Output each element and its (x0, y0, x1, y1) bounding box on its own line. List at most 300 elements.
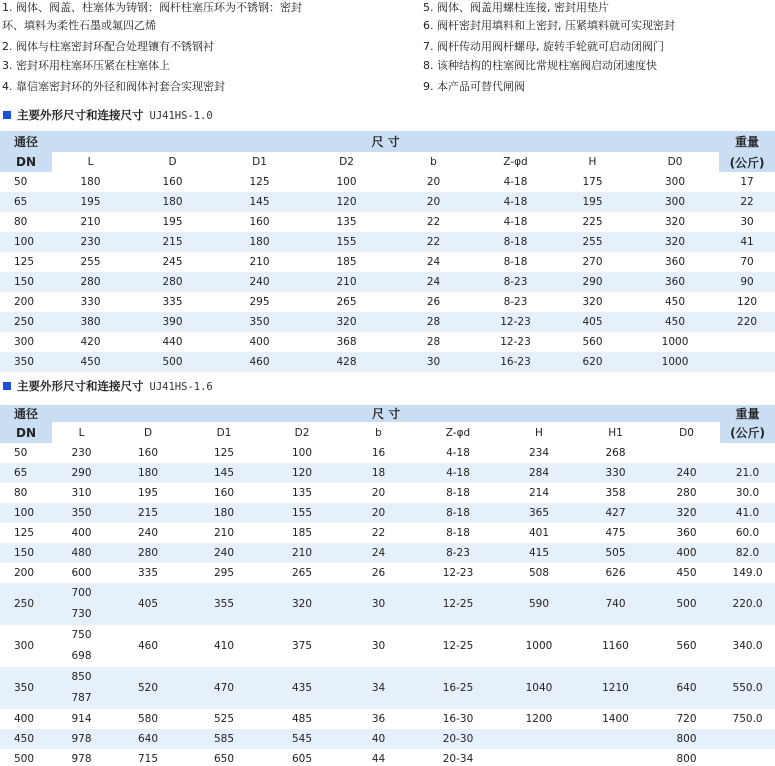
header-col: D2 (263, 422, 341, 443)
table-cell: 1200 (500, 709, 578, 729)
table2-header-row-2 (0, 422, 775, 443)
note-1-cont: 环、填料为柔性石墨或氟四乙烯 (2, 19, 156, 32)
table-cell: 320 (653, 503, 720, 523)
table-cell: 60.0 (720, 523, 775, 543)
table-cell: 155 (303, 232, 390, 252)
table-cell: 1210 (578, 667, 653, 709)
table-cell: 185 (263, 523, 341, 543)
table-cell: 270 (554, 252, 631, 272)
table-cell: 70 (719, 252, 775, 272)
table-cell: 978 (52, 749, 111, 766)
table-cell: 149.0 (720, 563, 775, 583)
table-cell: 800 (653, 729, 720, 749)
table-cell: 210 (303, 272, 390, 292)
spec-table-1 (0, 131, 775, 372)
section1-title-text: 主要外形尺寸和连接尺寸 (17, 108, 144, 122)
header-zhongliang: 重量 (720, 405, 775, 422)
cell-line: 750 (71, 629, 92, 641)
cell-line: 700 (71, 587, 92, 599)
table-cell: 135 (303, 212, 390, 232)
table-cell: 195 (111, 483, 185, 503)
table-cell (653, 443, 720, 463)
table-cell: 125 (185, 443, 263, 463)
table-cell: 20-30 (416, 729, 500, 749)
table-cell: 1040 (500, 667, 578, 709)
table-cell: 300 (631, 172, 719, 192)
table-cell: 215 (111, 503, 185, 523)
table-cell: 440 (129, 332, 216, 352)
table-cell: 8-18 (477, 232, 554, 252)
table-cell: 8-23 (477, 272, 554, 292)
table-cell: 428 (303, 352, 390, 372)
table-cell: 350 (52, 503, 111, 523)
header-chicun: 尺 寸 (52, 131, 719, 152)
header-col: Z-φd (416, 422, 500, 443)
table-cell: 160 (129, 172, 216, 192)
table-cell: 210 (216, 252, 303, 272)
table-cell: 17 (719, 172, 775, 192)
table-cell: 255 (554, 232, 631, 252)
cell-dn: 400 (0, 709, 52, 729)
table-row (0, 709, 775, 729)
header-dn: DN (0, 152, 52, 172)
table-cell: 415 (500, 543, 578, 563)
table-cell: 22 (719, 192, 775, 212)
cell-dn: 250 (0, 312, 52, 332)
table-cell: 390 (129, 312, 216, 332)
note-3: 3. 密封环用柱塞环压紧在柱塞体上 (2, 59, 170, 72)
table-cell: 525 (185, 709, 263, 729)
table-cell: 427 (578, 503, 653, 523)
table1-header-row-2 (0, 152, 775, 172)
table-cell: 265 (303, 292, 390, 312)
table-cell: 26 (341, 563, 416, 583)
table-cell: 340.0 (720, 625, 775, 667)
table-cell: 234 (500, 443, 578, 463)
table-cell: 450 (631, 312, 719, 332)
cell-dn: 350 (0, 667, 52, 709)
header-col: L (52, 152, 129, 172)
table-cell: 320 (554, 292, 631, 312)
table2-header-row-1 (0, 405, 775, 422)
table-cell: 180 (216, 232, 303, 252)
table-row (0, 172, 775, 192)
table-cell: 255 (52, 252, 129, 272)
table-cell: 12-25 (416, 583, 500, 625)
table-cell: 460 (216, 352, 303, 372)
table-cell: 720 (653, 709, 720, 729)
table-cell: 485 (263, 709, 341, 729)
table-row (0, 352, 775, 372)
header-col: D2 (303, 152, 390, 172)
table-row (0, 503, 775, 523)
table-cell: 8-18 (416, 503, 500, 523)
table-cell: 240 (216, 272, 303, 292)
section2-title-text: 主要外形尺寸和连接尺寸 (17, 379, 144, 393)
table-cell: 400 (653, 543, 720, 563)
header-col: D1 (216, 152, 303, 172)
table-cell: 8-18 (477, 252, 554, 272)
table-cell: 210 (185, 523, 263, 543)
table-cell: 195 (129, 212, 216, 232)
table-cell: 160 (185, 483, 263, 503)
table-cell: 240 (111, 523, 185, 543)
table-cell: 180 (52, 172, 129, 192)
table-cell: 160 (216, 212, 303, 232)
table-row (0, 583, 775, 625)
table-cell: 605 (263, 749, 341, 766)
cell-line: 698 (71, 650, 92, 662)
table-cell: 640 (653, 667, 720, 709)
table-cell: 368 (303, 332, 390, 352)
header-dn: DN (0, 422, 52, 443)
table-cell: 585 (185, 729, 263, 749)
table-cell: 4-18 (416, 443, 500, 463)
table-cell (720, 749, 775, 766)
table-cell: 24 (390, 272, 477, 292)
table-cell: 505 (578, 543, 653, 563)
table-cell: 28 (390, 332, 477, 352)
table-cell: 450 (52, 352, 129, 372)
table-row (0, 292, 775, 312)
table-cell: 284 (500, 463, 578, 483)
table-cell: 715 (111, 749, 185, 766)
table-cell: 24 (341, 543, 416, 563)
table-cell: 145 (216, 192, 303, 212)
table-cell (578, 749, 653, 766)
table-cell: 450 (653, 563, 720, 583)
table-cell: 135 (263, 483, 341, 503)
table-cell: 545 (263, 729, 341, 749)
table1-header-row-1 (0, 131, 775, 152)
table-cell: 320 (263, 583, 341, 625)
table-row (0, 252, 775, 272)
table-cell: 16 (341, 443, 416, 463)
table-cell: 28 (390, 312, 477, 332)
table-cell: 740 (578, 583, 653, 625)
table-cell: 560 (554, 332, 631, 352)
table-cell: 16-25 (416, 667, 500, 709)
table-cell: 650 (185, 749, 263, 766)
table-cell: 20 (390, 172, 477, 192)
table-cell: 185 (303, 252, 390, 272)
header-unit: (公斤) (719, 152, 775, 172)
table-cell: 405 (554, 312, 631, 332)
table-cell: 360 (653, 523, 720, 543)
table-cell: 480 (52, 543, 111, 563)
table-cell: 22 (341, 523, 416, 543)
note-6: 6. 阀杆密封用填料和上密封, 压紧填料就可实现密封 (423, 19, 675, 32)
table-cell: 475 (578, 523, 653, 543)
table-cell: 8-18 (416, 523, 500, 543)
table-cell (719, 352, 775, 372)
table-cell: 280 (52, 272, 129, 292)
cell-dn: 500 (0, 749, 52, 766)
table-cell: 420 (52, 332, 129, 352)
table-cell: 640 (111, 729, 185, 749)
table-cell: 335 (111, 563, 185, 583)
table-cell: 350 (216, 312, 303, 332)
cell-dn: 150 (0, 272, 52, 292)
table-cell: 18 (341, 463, 416, 483)
table-cell: 155 (263, 503, 341, 523)
table-cell: 320 (303, 312, 390, 332)
table-cell: 360 (631, 252, 719, 272)
table-cell: 41 (719, 232, 775, 252)
table-row (0, 332, 775, 352)
header-col: D (111, 422, 185, 443)
table-cell: 30 (719, 212, 775, 232)
table-cell: 12-25 (416, 625, 500, 667)
table-row (0, 212, 775, 232)
section2-title (0, 378, 213, 394)
table-cell: 195 (52, 192, 129, 212)
header-tongjing: 通径 (0, 131, 52, 152)
header-col: D1 (185, 422, 263, 443)
cell-dn: 125 (0, 523, 52, 543)
table-row (0, 272, 775, 292)
table-cell: 12-23 (416, 563, 500, 583)
cell-dn: 350 (0, 352, 52, 372)
table-cell: 195 (554, 192, 631, 212)
note-9: 9. 本产品可替代闸阀 (423, 80, 525, 93)
table-cell: 550.0 (720, 667, 775, 709)
header-zhongliang: 重量 (719, 131, 775, 152)
table-cell: 290 (52, 463, 111, 483)
cell-dn: 300 (0, 332, 52, 352)
header-tongjing: 通径 (0, 405, 52, 422)
note-5: 5. 阀体、阀盖用螺柱连接, 密封用垫片 (423, 1, 609, 14)
section1-title (0, 107, 213, 123)
table-row (0, 192, 775, 212)
cell-dn: 65 (0, 463, 52, 483)
note-2: 2. 阀体与柱塞密封环配合处理镶有不锈钢衬 (2, 40, 214, 53)
table-cell: 8-23 (477, 292, 554, 312)
table-cell: 508 (500, 563, 578, 583)
table-cell: 120 (719, 292, 775, 312)
cell-dn: 450 (0, 729, 52, 749)
table-cell: 4-18 (477, 172, 554, 192)
table-cell: 450 (631, 292, 719, 312)
table-row (0, 625, 775, 667)
table-cell: 215 (129, 232, 216, 252)
table-cell: 220 (719, 312, 775, 332)
cell-line: 787 (71, 692, 92, 704)
header-col: D0 (631, 152, 719, 172)
table-cell: 8-18 (416, 483, 500, 503)
table-cell: 400 (52, 523, 111, 543)
header-unit: (公斤) (720, 422, 775, 443)
table-cell: 20-34 (416, 749, 500, 766)
table-cell: 245 (129, 252, 216, 272)
header-col: b (341, 422, 416, 443)
table-cell: 335 (129, 292, 216, 312)
table-row (0, 463, 775, 483)
table-cell: 330 (52, 292, 129, 312)
table-cell: 24 (390, 252, 477, 272)
table-cell (52, 667, 111, 709)
bullet-square-icon (3, 111, 11, 119)
table-cell: 400 (216, 332, 303, 352)
table-cell: 175 (554, 172, 631, 192)
table-cell: 380 (52, 312, 129, 332)
table-cell: 265 (263, 563, 341, 583)
table-cell: 295 (216, 292, 303, 312)
table-cell: 120 (303, 192, 390, 212)
table-cell: 240 (653, 463, 720, 483)
cell-dn: 50 (0, 172, 52, 192)
table-cell: 180 (185, 503, 263, 523)
table-cell: 280 (653, 483, 720, 503)
table-cell: 914 (52, 709, 111, 729)
table-cell: 626 (578, 563, 653, 583)
note-7: 7. 阀杆传动用阀杆螺母, 旋转手轮就可启动闭阀门 (423, 40, 664, 53)
table-cell: 22 (390, 232, 477, 252)
table-cell (52, 625, 111, 667)
table-cell: 470 (185, 667, 263, 709)
table-cell: 8-23 (416, 543, 500, 563)
table-cell: 12-23 (477, 332, 554, 352)
table-cell: 1160 (578, 625, 653, 667)
table-cell: 225 (554, 212, 631, 232)
table-cell (52, 583, 111, 625)
table-cell: 460 (111, 625, 185, 667)
cell-line: 730 (71, 608, 92, 620)
table-cell: 20 (341, 483, 416, 503)
table-cell: 12-23 (477, 312, 554, 332)
header-col: D (129, 152, 216, 172)
header-col: H (554, 152, 631, 172)
table-cell: 410 (185, 625, 263, 667)
table-cell: 90 (719, 272, 775, 292)
table-cell: 180 (129, 192, 216, 212)
bullet-square-icon (3, 382, 11, 390)
note-8: 8. 该种结构的柱塞阀比常规柱塞阀启动闭速度快 (423, 59, 657, 72)
table-cell: 300 (631, 192, 719, 212)
table-cell: 1000 (500, 625, 578, 667)
table-cell: 978 (52, 729, 111, 749)
table-cell: 230 (52, 443, 111, 463)
table-cell: 580 (111, 709, 185, 729)
table-row (0, 443, 775, 463)
header-col: H (500, 422, 578, 443)
section2-model: UJ41HS-1.6 (149, 381, 213, 393)
table-cell: 500 (129, 352, 216, 372)
table-cell (719, 332, 775, 352)
table-cell: 100 (263, 443, 341, 463)
cell-dn: 150 (0, 543, 52, 563)
table-cell: 280 (129, 272, 216, 292)
table-cell: 520 (111, 667, 185, 709)
cell-dn: 80 (0, 483, 52, 503)
table-cell: 590 (500, 583, 578, 625)
table-cell: 30 (341, 583, 416, 625)
table-cell: 16-23 (477, 352, 554, 372)
table-cell: 41.0 (720, 503, 775, 523)
header-col: L (52, 422, 111, 443)
table-cell: 330 (578, 463, 653, 483)
table-cell: 160 (111, 443, 185, 463)
table-cell (578, 729, 653, 749)
table-cell: 320 (631, 212, 719, 232)
table-cell: 44 (341, 749, 416, 766)
cell-dn: 125 (0, 252, 52, 272)
table-cell: 21.0 (720, 463, 775, 483)
table-cell: 22 (390, 212, 477, 232)
table-cell: 280 (111, 543, 185, 563)
section1-model: UJ41HS-1.0 (149, 110, 213, 122)
table-row (0, 749, 775, 766)
table-cell: 180 (111, 463, 185, 483)
table-cell: 120 (263, 463, 341, 483)
table-cell: 295 (185, 563, 263, 583)
cell-dn: 200 (0, 292, 52, 312)
table-cell: 800 (653, 749, 720, 766)
table-row (0, 729, 775, 749)
table-cell: 230 (52, 232, 129, 252)
table-row (0, 563, 775, 583)
header-chicun: 尺 寸 (52, 405, 720, 422)
header-col: H1 (578, 422, 653, 443)
cell-dn: 300 (0, 625, 52, 667)
table-cell: 1400 (578, 709, 653, 729)
cell-dn: 200 (0, 563, 52, 583)
cell-dn: 100 (0, 503, 52, 523)
table-cell: 500 (653, 583, 720, 625)
cell-dn: 80 (0, 212, 52, 232)
table-row (0, 232, 775, 252)
table-cell: 358 (578, 483, 653, 503)
spec-table-2 (0, 405, 775, 766)
table-cell: 30 (390, 352, 477, 372)
header-col: Z-φd (477, 152, 554, 172)
table-cell: 220.0 (720, 583, 775, 625)
header-col: b (390, 152, 477, 172)
header-col: D0 (653, 422, 720, 443)
table-cell: 1000 (631, 332, 719, 352)
table-cell: 405 (111, 583, 185, 625)
table-cell (500, 749, 578, 766)
table-cell: 1000 (631, 352, 719, 372)
table-cell (500, 729, 578, 749)
table-row (0, 312, 775, 332)
cell-dn: 250 (0, 583, 52, 625)
note-4: 4. 靠信塞密封环的外径和阀体衬套合实现密封 (2, 80, 225, 93)
table-cell: 26 (390, 292, 477, 312)
table-row (0, 483, 775, 503)
table-cell: 750.0 (720, 709, 775, 729)
table-cell: 34 (341, 667, 416, 709)
table-cell: 360 (631, 272, 719, 292)
table-row (0, 667, 775, 709)
note-1: 1. 阀体、阀盖、柱塞体为铸钢：阀杆柱塞压环为不锈钢：密封 (2, 1, 302, 14)
cell-dn: 65 (0, 192, 52, 212)
table-cell: 620 (554, 352, 631, 372)
table-cell: 560 (653, 625, 720, 667)
table-cell: 30.0 (720, 483, 775, 503)
table-cell: 375 (263, 625, 341, 667)
table-cell: 210 (52, 212, 129, 232)
table-cell: 600 (52, 563, 111, 583)
table-cell: 82.0 (720, 543, 775, 563)
table-cell: 401 (500, 523, 578, 543)
table-cell: 20 (341, 503, 416, 523)
table-cell: 355 (185, 583, 263, 625)
table-cell: 435 (263, 667, 341, 709)
table-cell: 210 (263, 543, 341, 563)
table-cell: 4-18 (477, 212, 554, 232)
table-cell: 214 (500, 483, 578, 503)
